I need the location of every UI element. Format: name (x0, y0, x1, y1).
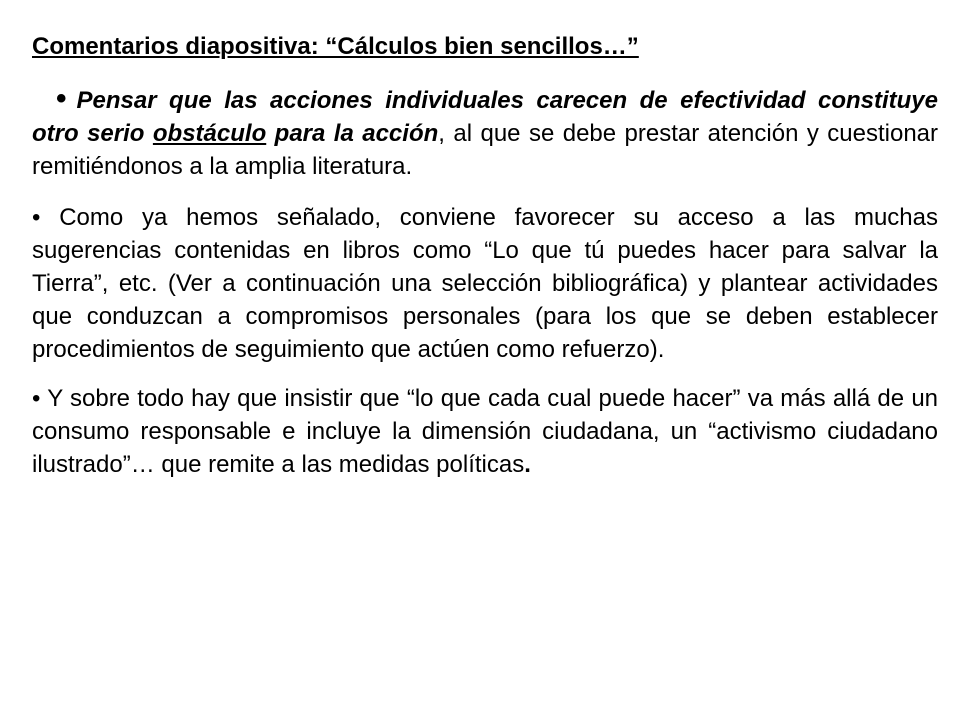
slide-title: Comentarios diapositiva: “Cálculos bien sencillos…” (32, 33, 639, 60)
emphasis-text-end: para la acción (266, 120, 439, 147)
paragraph-text: Como ya hemos señalado, conviene favorecer su acceso a las muchas sugerencias contenidas en libros como “Lo que tú puedes hacer para salvar la Tierra”, etc. (Ver a continuación una selección bibliográfica) y plantear actividades que conduzcan a compromisos personales (para los que se deben establecer procedimientos de seguimiento que actúen como refuerzo). (32, 204, 939, 363)
paragraph-text: Y sobre todo hay que insistir que “lo que cada cual puede hacer” va más allá de un consumo responsable e incluye la dimensión ciudadana, un “activismo ciudadano ilustrado”… que remite a las medidas políticas (32, 385, 939, 478)
underlined-word: obstáculo (152, 120, 267, 147)
paragraph-end-period: . (524, 451, 531, 478)
paragraph-effectiveness (32, 82, 938, 183)
bullet-icon: • (32, 385, 41, 412)
emphasis-text: Pensar que las acciones individuales carecen de efectividad constituye otro serio (32, 87, 938, 147)
bullet-icon: • (56, 82, 67, 115)
paragraph-rest: , al que se debe prestar atención y cuestionar remitiéndonos a la amplia literatura. (32, 120, 939, 180)
slide (32, 30, 938, 497)
bullet-icon: • (32, 204, 41, 231)
paragraph-suggestions (32, 201, 938, 366)
paragraph-citizenship (32, 382, 938, 481)
